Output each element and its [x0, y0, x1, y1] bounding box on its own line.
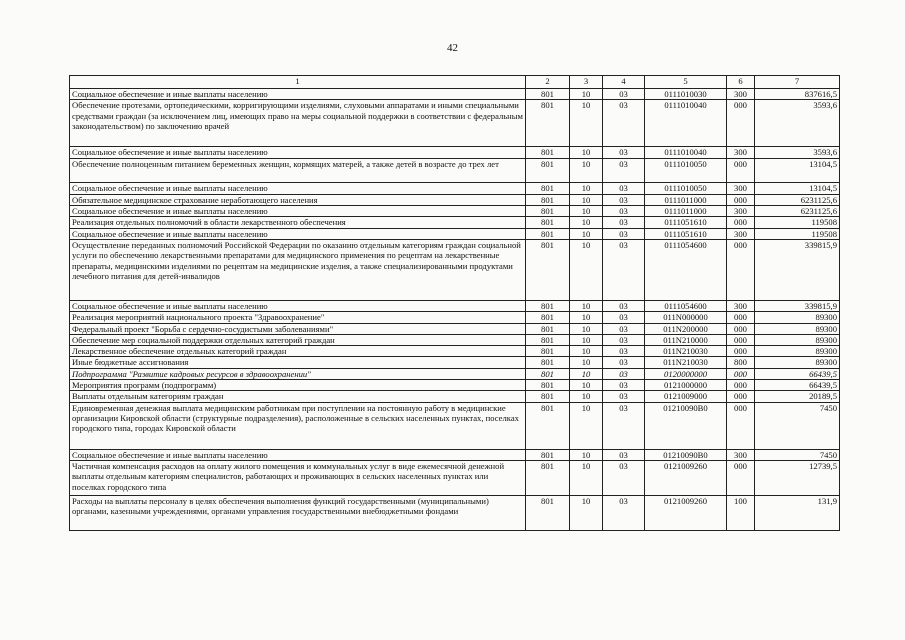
section-code-cell: 10	[570, 100, 603, 147]
table-row	[70, 89, 840, 100]
row-name-cell: Выплаты отдельным категориям граждан	[70, 391, 526, 402]
subsection-code-cell: 03	[603, 380, 645, 391]
table-row	[70, 380, 840, 391]
row-name-cell: Иные бюджетные ассигнования	[70, 357, 526, 368]
expense-type-cell: 000	[727, 194, 755, 205]
row-name-cell: Подпрограмма "Развитие кадровых ресурсов в здравоохранении"	[70, 368, 526, 379]
row-name-cell: Социальное обеспечение и иные выплаты населению	[70, 300, 526, 311]
ministry-code-cell: 801	[526, 147, 570, 159]
expense-type-cell: 000	[727, 217, 755, 228]
ministry-code-cell: 801	[526, 205, 570, 216]
section-code-cell: 10	[570, 380, 603, 391]
expense-type-cell: 000	[727, 323, 755, 334]
target-article-cell: 0111010030	[645, 89, 727, 100]
ministry-code-cell: 801	[526, 183, 570, 194]
amount-cell: 339815,9	[755, 239, 840, 300]
expense-type-cell: 300	[727, 183, 755, 194]
header-cell: 1	[70, 76, 526, 89]
target-article-cell: 0111010040	[645, 100, 727, 147]
row-name-cell: Обеспечение мер социальной поддержки отдельных категорий граждан	[70, 334, 526, 345]
amount-cell: 3593,6	[755, 147, 840, 159]
row-name-cell: Федеральный проект "Борьба с сердечно-сосудистыми заболеваниями"	[70, 323, 526, 334]
row-name-cell: Социальное обеспечение и иные выплаты населению	[70, 89, 526, 100]
table-row	[70, 346, 840, 357]
row-name-cell: Реализация мероприятий национального проекта "Здравоохранение"	[70, 312, 526, 323]
ministry-code-cell: 801	[526, 357, 570, 368]
target-article-cell: 01210090В0	[645, 402, 727, 449]
section-code-cell: 10	[570, 449, 603, 460]
header-cell: 7	[755, 76, 840, 89]
row-name-cell: Обязательное медицинское страхование неработающего населения	[70, 194, 526, 205]
subsection-code-cell: 03	[603, 461, 645, 496]
table-row	[70, 300, 840, 311]
table-row	[70, 100, 840, 147]
ministry-code-cell: 801	[526, 228, 570, 239]
expense-type-cell: 000	[727, 461, 755, 496]
header-cell: 5	[645, 76, 727, 89]
section-code-cell: 10	[570, 312, 603, 323]
row-name-cell: Частичная компенсация расходов на оплату жилого помещения и коммунальных услуг в виде ежемесячной денежной выплаты отдельным категориям специалистов, работающих и проживающих в сельских населенных пунктах или поселках городского типа	[70, 461, 526, 496]
table-row	[70, 217, 840, 228]
table-body	[70, 89, 840, 531]
table-row	[70, 391, 840, 402]
ministry-code-cell: 801	[526, 300, 570, 311]
expense-type-cell: 300	[727, 228, 755, 239]
target-article-cell: 0111051610	[645, 217, 727, 228]
expense-type-cell: 000	[727, 402, 755, 449]
table-row	[70, 449, 840, 460]
section-code-cell: 10	[570, 461, 603, 496]
row-name-cell: Обеспечение полноценным питанием беременных женщин, кормящих матерей, а также детей в возрасте до трех лет	[70, 159, 526, 183]
table-row	[70, 312, 840, 323]
table-row	[70, 239, 840, 300]
expense-type-cell: 000	[727, 346, 755, 357]
ministry-code-cell: 801	[526, 239, 570, 300]
table-header-row	[70, 76, 840, 89]
amount-cell: 3593,6	[755, 100, 840, 147]
expense-type-cell: 000	[727, 312, 755, 323]
ministry-code-cell: 801	[526, 402, 570, 449]
header-cell: 4	[603, 76, 645, 89]
section-code-cell: 10	[570, 368, 603, 379]
table-row	[70, 461, 840, 496]
row-name-cell: Социальное обеспечение и иные выплаты населению	[70, 228, 526, 239]
amount-cell: 89300	[755, 357, 840, 368]
expense-type-cell: 300	[727, 89, 755, 100]
section-code-cell: 10	[570, 239, 603, 300]
table-row	[70, 228, 840, 239]
section-code-cell: 10	[570, 357, 603, 368]
target-article-cell: 0121009260	[645, 496, 727, 531]
section-code-cell: 10	[570, 334, 603, 345]
target-article-cell: 0111011000	[645, 205, 727, 216]
target-article-cell: 0111054600	[645, 300, 727, 311]
ministry-code-cell: 801	[526, 380, 570, 391]
amount-cell: 89300	[755, 312, 840, 323]
amount-cell: 66439,5	[755, 380, 840, 391]
target-article-cell: 0121009000	[645, 391, 727, 402]
budget-table	[69, 75, 840, 531]
target-article-cell: 0111054600	[645, 239, 727, 300]
subsection-code-cell: 03	[603, 159, 645, 183]
row-name-cell: Единовременная денежная выплата медицинским работникам при поступлении на постоянную работу в медицинские организации Кировской области (структурные подразделения), расположенные в сельских населенных пунктах, поселках городского типа, городах Кировской области	[70, 402, 526, 449]
section-code-cell: 10	[570, 323, 603, 334]
table-row	[70, 323, 840, 334]
target-article-cell: 0111010040	[645, 147, 727, 159]
subsection-code-cell: 03	[603, 89, 645, 100]
table-row	[70, 496, 840, 531]
subsection-code-cell: 03	[603, 449, 645, 460]
ministry-code-cell: 801	[526, 334, 570, 345]
amount-cell: 6231125,6	[755, 205, 840, 216]
table-row	[70, 183, 840, 194]
ministry-code-cell: 801	[526, 100, 570, 147]
target-article-cell: 0111010050	[645, 159, 727, 183]
ministry-code-cell: 801	[526, 449, 570, 460]
expense-type-cell: 000	[727, 368, 755, 379]
target-article-cell: 0111010050	[645, 183, 727, 194]
row-name-cell: Социальное обеспечение и иные выплаты населению	[70, 183, 526, 194]
subsection-code-cell: 03	[603, 357, 645, 368]
target-article-cell: 0111011000	[645, 194, 727, 205]
target-article-cell: 0120000000	[645, 368, 727, 379]
table-row	[70, 194, 840, 205]
row-name-cell: Расходы на выплаты персоналу в целях обеспечения выполнения функций государственными (муниципальными) органами, казенными учреждениями, органами управления государственными внебюджетными фондами	[70, 496, 526, 531]
row-name-cell: Обеспечение протезами, ортопедическими, корригирующими изделиями, слуховыми аппаратами и иными специальными средствами граждан (за исключением лиц, имеющих право на меры социальной поддержки в соответствии с федеральным законодательством) по заключению врачей	[70, 100, 526, 147]
expense-type-cell: 300	[727, 147, 755, 159]
ministry-code-cell: 801	[526, 159, 570, 183]
ministry-code-cell: 801	[526, 217, 570, 228]
amount-cell: 131,9	[755, 496, 840, 531]
amount-cell: 89300	[755, 334, 840, 345]
target-article-cell: 0121000000	[645, 380, 727, 391]
amount-cell: 7450	[755, 402, 840, 449]
section-code-cell: 10	[570, 89, 603, 100]
amount-cell: 66439,5	[755, 368, 840, 379]
row-name-cell: Осуществление переданных полномочий Российской Федерации по оказанию отдельным категориям граждан социальной услуги по обеспечению лекарственными препаратами для медицинского применения по рецептам на лекарственные препараты, медицинскими изделиями по рецептам на медицинские изделия, а также специализированными продуктами лечебного питания для детей-инвалидов	[70, 239, 526, 300]
amount-cell: 20189,5	[755, 391, 840, 402]
section-code-cell: 10	[570, 391, 603, 402]
target-article-cell: 011N210030	[645, 357, 727, 368]
target-article-cell: 0111051610	[645, 228, 727, 239]
ministry-code-cell: 801	[526, 323, 570, 334]
section-code-cell: 10	[570, 346, 603, 357]
expense-type-cell: 300	[727, 300, 755, 311]
section-code-cell: 10	[570, 496, 603, 531]
header-cell: 2	[526, 76, 570, 89]
section-code-cell: 10	[570, 402, 603, 449]
target-article-cell: 01210090В0	[645, 449, 727, 460]
table-row	[70, 368, 840, 379]
amount-cell: 13104,5	[755, 183, 840, 194]
table-row	[70, 357, 840, 368]
subsection-code-cell: 03	[603, 205, 645, 216]
page-number: 42	[447, 42, 458, 54]
section-code-cell: 10	[570, 183, 603, 194]
subsection-code-cell: 03	[603, 402, 645, 449]
amount-cell: 13104,5	[755, 159, 840, 183]
header-cell: 3	[570, 76, 603, 89]
amount-cell: 339815,9	[755, 300, 840, 311]
expense-type-cell: 000	[727, 159, 755, 183]
subsection-code-cell: 03	[603, 300, 645, 311]
amount-cell: 837616,5	[755, 89, 840, 100]
row-name-cell: Реализация отдельных полномочий в области лекарственного обеспечения	[70, 217, 526, 228]
amount-cell: 89300	[755, 346, 840, 357]
amount-cell: 119508	[755, 228, 840, 239]
subsection-code-cell: 03	[603, 368, 645, 379]
row-name-cell: Социальное обеспечение и иные выплаты населению	[70, 205, 526, 216]
ministry-code-cell: 801	[526, 312, 570, 323]
table-row	[70, 334, 840, 345]
ministry-code-cell: 801	[526, 391, 570, 402]
subsection-code-cell: 03	[603, 334, 645, 345]
subsection-code-cell: 03	[603, 239, 645, 300]
amount-cell: 119508	[755, 217, 840, 228]
ministry-code-cell: 801	[526, 368, 570, 379]
section-code-cell: 10	[570, 228, 603, 239]
expense-type-cell: 300	[727, 205, 755, 216]
header-cell: 6	[727, 76, 755, 89]
section-code-cell: 10	[570, 159, 603, 183]
subsection-code-cell: 03	[603, 312, 645, 323]
subsection-code-cell: 03	[603, 323, 645, 334]
subsection-code-cell: 03	[603, 346, 645, 357]
subsection-code-cell: 03	[603, 147, 645, 159]
amount-cell: 7450	[755, 449, 840, 460]
target-article-cell: 011N000000	[645, 312, 727, 323]
subsection-code-cell: 03	[603, 391, 645, 402]
section-code-cell: 10	[570, 147, 603, 159]
section-code-cell: 10	[570, 194, 603, 205]
table-row	[70, 402, 840, 449]
table-row	[70, 205, 840, 216]
target-article-cell: 011N200000	[645, 323, 727, 334]
amount-cell: 6231125,6	[755, 194, 840, 205]
subsection-code-cell: 03	[603, 496, 645, 531]
subsection-code-cell: 03	[603, 217, 645, 228]
target-article-cell: 011N210030	[645, 346, 727, 357]
subsection-code-cell: 03	[603, 228, 645, 239]
table-row	[70, 147, 840, 159]
ministry-code-cell: 801	[526, 89, 570, 100]
row-name-cell: Лекарственное обеспечение отдельных категорий граждан	[70, 346, 526, 357]
ministry-code-cell: 801	[526, 496, 570, 531]
expense-type-cell: 000	[727, 100, 755, 147]
row-name-cell: Мероприятия программ (подпрограмм)	[70, 380, 526, 391]
expense-type-cell: 800	[727, 357, 755, 368]
ministry-code-cell: 801	[526, 461, 570, 496]
expense-type-cell: 000	[727, 391, 755, 402]
subsection-code-cell: 03	[603, 100, 645, 147]
section-code-cell: 10	[570, 217, 603, 228]
expense-type-cell: 000	[727, 334, 755, 345]
section-code-cell: 10	[570, 205, 603, 216]
target-article-cell: 011N210000	[645, 334, 727, 345]
table-row	[70, 159, 840, 183]
subsection-code-cell: 03	[603, 183, 645, 194]
expense-type-cell: 100	[727, 496, 755, 531]
amount-cell: 12739,5	[755, 461, 840, 496]
expense-type-cell: 000	[727, 239, 755, 300]
row-name-cell: Социальное обеспечение и иные выплаты населению	[70, 147, 526, 159]
row-name-cell: Социальное обеспечение и иные выплаты населению	[70, 449, 526, 460]
expense-type-cell: 300	[727, 449, 755, 460]
expense-type-cell: 000	[727, 380, 755, 391]
ministry-code-cell: 801	[526, 194, 570, 205]
section-code-cell: 10	[570, 300, 603, 311]
subsection-code-cell: 03	[603, 194, 645, 205]
ministry-code-cell: 801	[526, 346, 570, 357]
target-article-cell: 0121009260	[645, 461, 727, 496]
amount-cell: 89300	[755, 323, 840, 334]
